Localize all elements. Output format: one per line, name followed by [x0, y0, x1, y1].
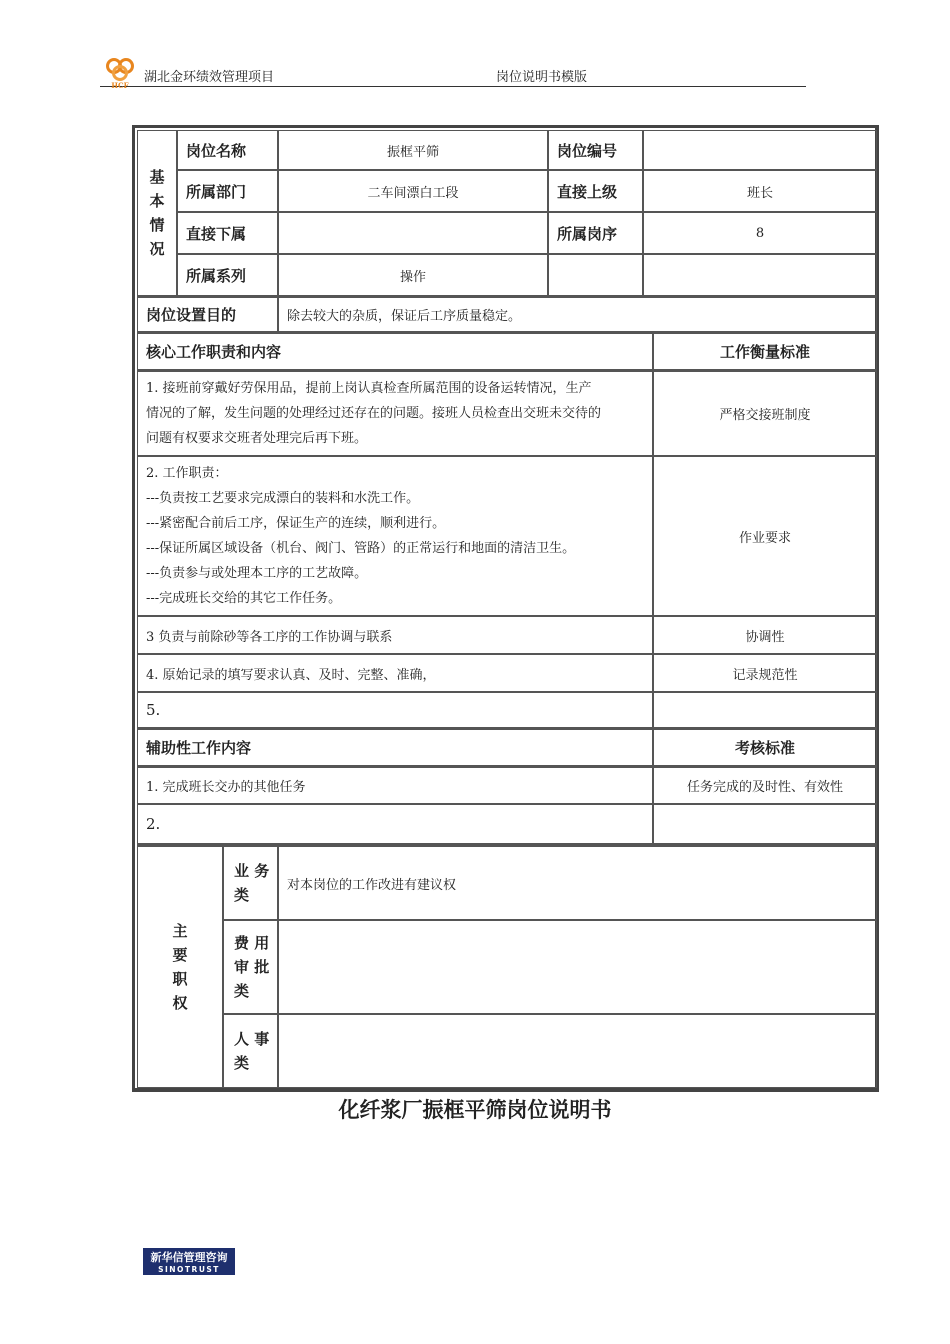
core-duty-item: 3 负责与前除砂等各工序的工作协调与联系 — [137, 616, 653, 654]
authority-expense-text — [278, 920, 877, 1014]
duty-line: ---紧密配合前后工序，保证生产的连续，顺利进行。 — [146, 516, 446, 531]
section-char: 本 — [149, 192, 165, 210]
aux-standard — [653, 804, 877, 844]
core-duty-item: 5. — [137, 692, 653, 728]
sequence-label: 所属岗序 — [548, 212, 643, 254]
series-label: 所属系列 — [177, 254, 278, 296]
duty-line: ---负责按工艺要求完成漂白的装料和水洗工作。 — [146, 491, 420, 506]
duty-line: ---保证所属区域设备（机台、阀门、管路）的正常运行和地面的清洁卫生。 — [146, 541, 576, 556]
position-code-label: 岗位编号 — [548, 130, 643, 170]
aux-duties-header: 辅助性工作内容 — [137, 728, 653, 766]
label-line: 费 用 — [234, 934, 270, 952]
sinotrust-logo-icon — [143, 1248, 235, 1275]
duty-line: 问题有权要求交班者处理完后再下班。 — [146, 431, 368, 446]
label-line: 类 — [234, 886, 250, 904]
aux-standard-header: 考核标准 — [653, 728, 877, 766]
aux-duty-item: 1. 完成班长交办的其他任务 — [137, 766, 653, 804]
authority-personnel-label — [223, 1014, 278, 1088]
document-title: 化纤浆厂振框平筛岗位说明书 — [338, 1098, 612, 1122]
duty-line: 2. 工作职责： — [146, 466, 228, 481]
superior-label: 直接上级 — [548, 170, 643, 212]
duty-line: ---负责参与或处理本工序的工艺故障。 — [146, 566, 368, 581]
series-value: 操作 — [278, 254, 548, 296]
position-name-label: 岗位名称 — [177, 130, 278, 170]
job-description-form — [132, 125, 879, 1092]
basic-info-section-label — [137, 130, 177, 296]
core-duty-item: 4. 原始记录的填写要求认真、及时、完整、准确， — [137, 654, 653, 692]
position-code-value — [643, 130, 877, 170]
duty-line: ---完成班长交给的其它工作任务。 — [146, 591, 342, 606]
superior-value: 班长 — [643, 170, 877, 212]
purpose-label: 岗位设置目的 — [137, 296, 278, 332]
subordinate-label: 直接下属 — [177, 212, 278, 254]
authority-business-text: 对本岗位的工作改进有建议权 — [278, 844, 877, 920]
document-type: 岗位说明书模版 — [496, 70, 588, 85]
section-char: 况 — [149, 240, 165, 258]
authority-section-label — [137, 844, 223, 1088]
core-standard: 作业要求 — [653, 456, 877, 616]
section-char: 基 — [149, 168, 165, 186]
section-char: 情 — [149, 216, 165, 234]
hcf-logo-icon — [102, 56, 138, 90]
logo-text: HCF — [111, 81, 129, 90]
duty-line: 情况的了解，发生问题的处理经过还存在的问题。接班人员检查出交班未交待的 — [146, 406, 602, 421]
aux-standard: 任务完成的及时性、有效性 — [653, 766, 877, 804]
label-line: 类 — [234, 1054, 250, 1072]
sequence-value: 8 — [643, 212, 877, 254]
authority-business-label — [223, 844, 278, 920]
core-duty-item — [137, 370, 653, 456]
purpose-text: 除去较大的杂质，保证后工序质量稳定。 — [278, 296, 877, 332]
brand-cn-text: 新华信管理咨询 — [150, 1251, 228, 1264]
brand-en-text: SINOTRUST — [158, 1265, 220, 1274]
core-standard — [653, 692, 877, 728]
aux-duty-item: 2. — [137, 804, 653, 844]
label-line: 人 事 — [234, 1030, 270, 1048]
section-char: 权 — [172, 994, 188, 1012]
core-standard: 严格交接班制度 — [653, 370, 877, 456]
department-label: 所属部门 — [177, 170, 278, 212]
authority-expense-label — [223, 920, 278, 1014]
core-standard: 协调性 — [653, 616, 877, 654]
section-char: 主 — [172, 922, 188, 940]
position-name-value: 振框平筛 — [278, 130, 548, 170]
label-line: 审 批 — [234, 958, 270, 976]
label-line: 类 — [234, 982, 250, 1000]
section-char: 要 — [172, 946, 188, 964]
core-duty-item — [137, 456, 653, 616]
duty-line: 1. 接班前穿戴好劳保用品，提前上岗认真检查所属范围的设备运转情况，生产 — [146, 381, 592, 396]
authority-personnel-text — [278, 1014, 877, 1088]
empty-cell — [548, 254, 643, 296]
page-header — [100, 52, 806, 90]
department-value: 二车间漂白工段 — [278, 170, 548, 212]
core-standard: 记录规范性 — [653, 654, 877, 692]
core-duties-header: 核心工作职责和内容 — [137, 332, 653, 370]
empty-cell — [643, 254, 877, 296]
section-char: 职 — [172, 970, 188, 988]
label-line: 业 务 — [234, 862, 270, 880]
core-standard-header: 工作衡量标准 — [653, 332, 877, 370]
subordinate-value — [278, 212, 548, 254]
company-name: 湖北金环绩效管理项目 — [144, 70, 275, 85]
